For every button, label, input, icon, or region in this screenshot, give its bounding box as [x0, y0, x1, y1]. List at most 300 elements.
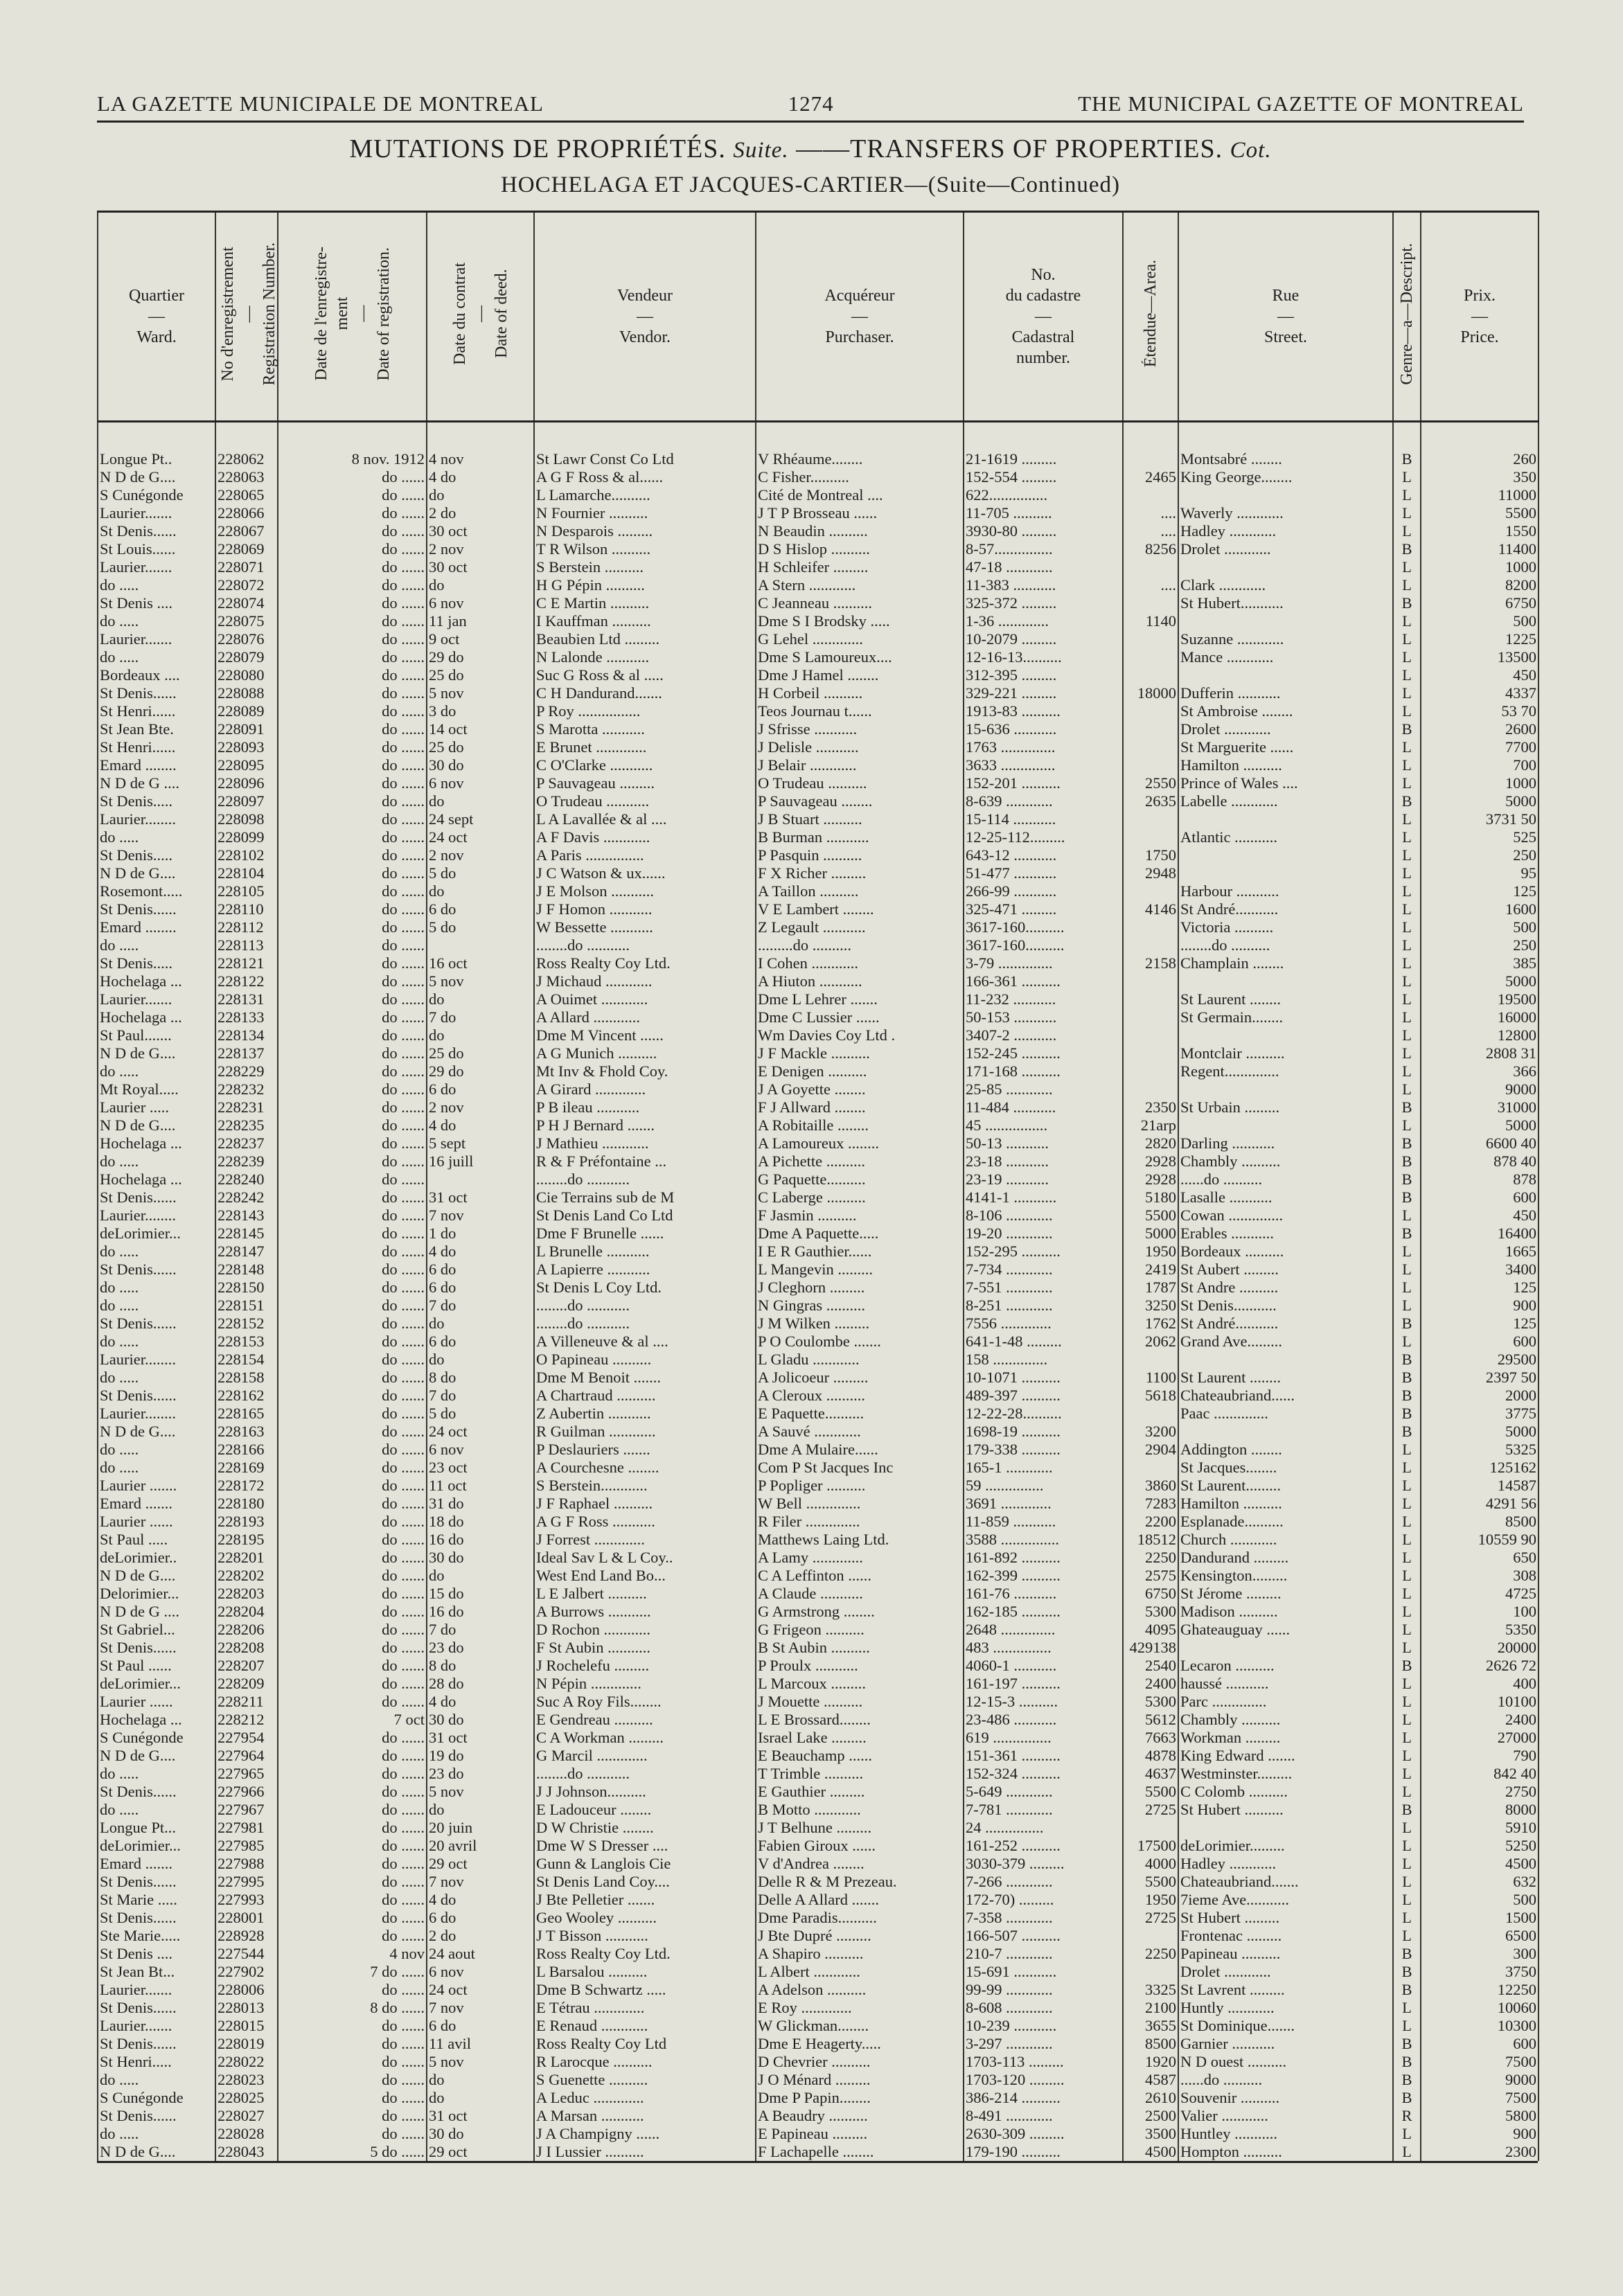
cell-cadastral: 12-25-112......... — [964, 828, 1123, 846]
cell-deed-date: 6 do — [427, 1333, 534, 1351]
cell-registration-date: do ...... — [278, 2017, 427, 2035]
cell-street: Hadley ............ — [1178, 1855, 1393, 1873]
cell-price: 5000 — [1421, 1423, 1538, 1441]
cell-purchaser: A Adelson .......... — [756, 1981, 964, 1999]
cell-street — [1178, 1423, 1393, 1441]
cell-price: 842 40 — [1421, 1765, 1538, 1783]
cell-price: 125162 — [1421, 1459, 1538, 1477]
cell-ward: S Cunégonde — [98, 486, 215, 504]
cell-registration-date: do ...... — [278, 846, 427, 864]
cell-area — [1123, 486, 1178, 504]
cell-description: L — [1393, 1459, 1421, 1477]
cell-area — [1123, 1405, 1178, 1423]
cell-street: Workman ......... — [1178, 1729, 1393, 1747]
cell-vendor: J J Johnson.......... — [534, 1783, 756, 1801]
cell-price: 400 — [1421, 1675, 1538, 1693]
cell-registration-date: do ...... — [278, 1207, 427, 1225]
cell-deed-date: 24 aout — [427, 1945, 534, 1963]
table-row — [98, 504, 1538, 522]
cell-street: St Lavrent ......... — [1178, 1981, 1393, 1999]
cell-purchaser: I Cohen ............ — [756, 954, 964, 972]
col-vendor: Vendeur — Vendor. — [534, 212, 756, 422]
cell-price: 1550 — [1421, 522, 1538, 540]
cell-registration-number: 228075 — [215, 612, 278, 630]
cell-street — [1178, 558, 1393, 576]
cell-description: B — [1393, 2053, 1421, 2071]
cell-area — [1123, 1351, 1178, 1369]
table-row — [98, 954, 1538, 972]
cell-area: 2400 — [1123, 1675, 1178, 1693]
cell-price: 878 40 — [1421, 1153, 1538, 1171]
cell-cadastral: 3617-160.......... — [964, 936, 1123, 954]
cell-description: B — [1393, 540, 1421, 558]
cell-registration-number: 228202 — [215, 1567, 278, 1585]
cell-deed-date: 16 do — [427, 1531, 534, 1549]
cell-street — [1178, 846, 1393, 864]
cell-street: Victoria .......... — [1178, 918, 1393, 936]
cell-registration-date: do ...... — [278, 630, 427, 648]
cell-price: 4500 — [1421, 1855, 1538, 1873]
cell-cadastral: 7-358 ............ — [964, 1909, 1123, 1927]
cell-area: 2062 — [1123, 1333, 1178, 1351]
cell-area: 4095 — [1123, 1621, 1178, 1639]
cell-vendor: F St Aubin ........... — [534, 1639, 756, 1657]
table-row — [98, 1729, 1538, 1747]
cell-street: ......do .......... — [1178, 1171, 1393, 1189]
cell-vendor: S Guenette .......... — [534, 2071, 756, 2089]
cell-deed-date: 20 juin — [427, 1819, 534, 1837]
cell-purchaser: J F Mackle .......... — [756, 1044, 964, 1062]
cell-ward: do ..... — [98, 1459, 215, 1477]
cell-area: 1787 — [1123, 1279, 1178, 1297]
cell-vendor: Geo Wooley .......... — [534, 1909, 756, 1927]
cell-street — [1178, 486, 1393, 504]
cell-purchaser: F Lachapelle ........ — [756, 2143, 964, 2161]
cell-price: 27000 — [1421, 1729, 1538, 1747]
header-right: THE MUNICIPAL GAZETTE OF MONTREAL — [1078, 91, 1524, 116]
cell-ward: St Paul ..... — [98, 1531, 215, 1549]
cell-registration-number: 227902 — [215, 1963, 278, 1981]
cell-registration-date: do ...... — [278, 918, 427, 936]
cell-deed-date: 5 nov — [427, 972, 534, 990]
cell-registration-date: do ...... — [278, 810, 427, 828]
cell-description: B — [1393, 1657, 1421, 1675]
col-registration-date: Date de l'enregistre- ment — Date of registration. — [278, 212, 427, 422]
cell-description: L — [1393, 1909, 1421, 1927]
cell-street: Kensington......... — [1178, 1567, 1393, 1585]
cell-purchaser: P Sauvageau ........ — [756, 792, 964, 810]
cell-registration-date: 8 nov. 1912 — [278, 422, 427, 469]
cell-street — [1178, 972, 1393, 990]
cell-vendor: L Lamarche.......... — [534, 486, 756, 504]
cell-purchaser: N Beaudin .......... — [756, 522, 964, 540]
cell-street: C Colomb .......... — [1178, 1783, 1393, 1801]
cell-street: St Germain........ — [1178, 1008, 1393, 1026]
cell-cadastral: 19-20 ............ — [964, 1225, 1123, 1243]
cell-area — [1123, 648, 1178, 666]
cell-price: 8000 — [1421, 1801, 1538, 1819]
cell-description: B — [1393, 1387, 1421, 1405]
cell-description: L — [1393, 918, 1421, 936]
cell-cadastral: 1-36 ............. — [964, 612, 1123, 630]
cell-cadastral: 8-639 ............ — [964, 792, 1123, 810]
cell-ward: deLorimier.. — [98, 1549, 215, 1567]
cell-deed-date: do — [427, 486, 534, 504]
cell-purchaser: B Motto ............ — [756, 1801, 964, 1819]
cell-area: 2928 — [1123, 1171, 1178, 1189]
cell-deed-date: 16 juill — [427, 1153, 534, 1171]
col-price: Prix. — Price. — [1421, 212, 1538, 422]
cell-area: 5612 — [1123, 1711, 1178, 1729]
cell-cadastral: 152-554 ......... — [964, 468, 1123, 486]
table-row — [98, 1080, 1538, 1098]
table-row — [98, 2107, 1538, 2125]
cell-ward: St Denis .... — [98, 1945, 215, 1963]
cell-registration-number: 228025 — [215, 2089, 278, 2107]
cell-street: Ghateauguay ...... — [1178, 1621, 1393, 1639]
transfers-table — [97, 211, 1539, 2161]
cell-street: Garnier ........... — [1178, 2035, 1393, 2053]
cell-registration-date: do ...... — [278, 2035, 427, 2053]
cell-registration-date: do ...... — [278, 1171, 427, 1189]
cell-ward: N D de G.... — [98, 1423, 215, 1441]
cell-description: L — [1393, 1044, 1421, 1062]
col-deed-date: Date du contrat — Date of deed. — [427, 212, 534, 422]
cell-vendor: J Rochelefu ......... — [534, 1657, 756, 1675]
cell-registration-date: do ...... — [278, 468, 427, 486]
cell-registration-number: 228069 — [215, 540, 278, 558]
cell-area: 5500 — [1123, 1873, 1178, 1891]
cell-registration-number: 228022 — [215, 2053, 278, 2071]
cell-deed-date: 29 oct — [427, 2143, 534, 2161]
cell-registration-number: 228180 — [215, 1495, 278, 1513]
col-description: Genre—a—Descript. — [1393, 212, 1421, 422]
cell-street: Clark ............ — [1178, 576, 1393, 594]
cell-ward: St Denis...... — [98, 1639, 215, 1657]
cell-street: St Urbain ......... — [1178, 1098, 1393, 1116]
cell-purchaser: J Mouette .......... — [756, 1693, 964, 1711]
cell-price: 450 — [1421, 666, 1538, 684]
cell-area — [1123, 630, 1178, 648]
cell-description: B — [1393, 1801, 1421, 1819]
cell-cadastral: 10-2079 ......... — [964, 630, 1123, 648]
cell-street: Chateaubriand....... — [1178, 1873, 1393, 1891]
cell-registration-number: 228928 — [215, 1927, 278, 1945]
cell-ward: do ..... — [98, 1801, 215, 1819]
cell-registration-number: 228203 — [215, 1585, 278, 1603]
cell-area: 2550 — [1123, 774, 1178, 792]
table-row — [98, 1531, 1538, 1549]
cell-deed-date: 6 nov — [427, 774, 534, 792]
table-row — [98, 684, 1538, 702]
cell-registration-number: 228102 — [215, 846, 278, 864]
table-row — [98, 1369, 1538, 1387]
table-row — [98, 1891, 1538, 1909]
cell-ward: Mt Royal..... — [98, 1080, 215, 1098]
table-row — [98, 1981, 1538, 1999]
cell-registration-date: do ...... — [278, 864, 427, 882]
cell-vendor: P B ileau ........... — [534, 1098, 756, 1116]
table-row — [98, 1693, 1538, 1711]
cell-registration-number: 228028 — [215, 2125, 278, 2143]
cell-purchaser: Dme L Lehrer ....... — [756, 990, 964, 1008]
cell-purchaser: V Rhéaume........ — [756, 422, 964, 469]
cell-registration-date: do ...... — [278, 756, 427, 774]
cell-price: 16000 — [1421, 1008, 1538, 1026]
cell-description: B — [1393, 1189, 1421, 1207]
cell-purchaser: I E R Gauthier...... — [756, 1243, 964, 1261]
cell-registration-number: 228150 — [215, 1279, 278, 1297]
cell-area: 1100 — [1123, 1369, 1178, 1387]
cell-registration-number: 227981 — [215, 1819, 278, 1837]
cell-street: Addington ........ — [1178, 1441, 1393, 1459]
table-row — [98, 630, 1538, 648]
cell-cadastral: 161-892 .......... — [964, 1549, 1123, 1567]
cell-description: L — [1393, 1603, 1421, 1621]
cell-cadastral: 15-691 ........... — [964, 1963, 1123, 1981]
cell-registration-date: do ...... — [278, 2125, 427, 2143]
cell-area — [1123, 594, 1178, 612]
cell-area: 2158 — [1123, 954, 1178, 972]
cell-registration-number: 228062 — [215, 422, 278, 469]
cell-cadastral: 7556 ............. — [964, 1315, 1123, 1333]
cell-description: L — [1393, 1747, 1421, 1765]
cell-cadastral: 166-361 .......... — [964, 972, 1123, 990]
cell-purchaser: Delle A Allard ....... — [756, 1891, 964, 1909]
cell-cadastral: 8-57............... — [964, 540, 1123, 558]
cell-price: 308 — [1421, 1567, 1538, 1585]
cell-registration-number: 228195 — [215, 1531, 278, 1549]
cell-cadastral: 161-252 .......... — [964, 1837, 1123, 1855]
cell-price: 125 — [1421, 1315, 1538, 1333]
cell-purchaser: A Beaudry .......... — [756, 2107, 964, 2125]
cell-ward: Rosemont..... — [98, 882, 215, 900]
table-row — [98, 720, 1538, 738]
table-row — [98, 2035, 1538, 2053]
table-row — [98, 1639, 1538, 1657]
cell-description: L — [1393, 990, 1421, 1008]
cell-ward: do ..... — [98, 1441, 215, 1459]
cell-registration-number: 228015 — [215, 2017, 278, 2035]
cell-purchaser: A Sauvé ............ — [756, 1423, 964, 1441]
cell-purchaser: W Glickman........ — [756, 2017, 964, 2035]
cell-street: Papineau .......... — [1178, 1945, 1393, 1963]
cell-registration-date: do ...... — [278, 720, 427, 738]
cell-area: 1950 — [1123, 1891, 1178, 1909]
cell-deed-date: 5 do — [427, 864, 534, 882]
cell-cadastral: 619 ............... — [964, 1729, 1123, 1747]
cell-description: L — [1393, 1243, 1421, 1261]
cell-registration-date: do ...... — [278, 1189, 427, 1207]
cell-street: Lasalle ........... — [1178, 1189, 1393, 1207]
cell-registration-date: do ...... — [278, 1405, 427, 1423]
cell-area — [1123, 702, 1178, 720]
cell-purchaser: V E Lambert ........ — [756, 900, 964, 918]
cell-registration-date: do ...... — [278, 1080, 427, 1098]
cell-ward: do ..... — [98, 1062, 215, 1080]
cell-ward: Hochelaga ... — [98, 1008, 215, 1026]
cell-area: 2820 — [1123, 1134, 1178, 1153]
cell-vendor: J F Raphael .......... — [534, 1495, 756, 1513]
cell-ward: St Gabriel... — [98, 1621, 215, 1639]
cell-registration-date: do ...... — [278, 666, 427, 684]
page-number: 1274 — [788, 91, 834, 116]
table-row — [98, 1711, 1538, 1729]
cell-price: 250 — [1421, 936, 1538, 954]
cell-vendor: ........do ........... — [534, 936, 756, 954]
cell-ward: Laurier ....... — [98, 1477, 215, 1495]
cell-price: 878 — [1421, 1171, 1538, 1189]
cell-purchaser: A Claude ........... — [756, 1585, 964, 1603]
cell-registration-number: 227988 — [215, 1855, 278, 1873]
cell-registration-date: do ...... — [278, 1639, 427, 1657]
cell-vendor: P Deslauriers ....... — [534, 1441, 756, 1459]
cell-ward: deLorimier... — [98, 1675, 215, 1693]
cell-price: 350 — [1421, 468, 1538, 486]
cell-registration-date: do ...... — [278, 1387, 427, 1405]
cell-registration-number: 228027 — [215, 2107, 278, 2125]
cell-vendor: D Rochon ............ — [534, 1621, 756, 1639]
cell-description: L — [1393, 1513, 1421, 1531]
cell-registration-number: 228074 — [215, 594, 278, 612]
cell-purchaser: L Gladu ............ — [756, 1351, 964, 1369]
running-header — [97, 83, 1524, 116]
cell-ward: St Louis...... — [98, 540, 215, 558]
cell-cadastral: 312-395 ......... — [964, 666, 1123, 684]
table-row — [98, 1783, 1538, 1801]
cell-vendor: A Ouimet ............ — [534, 990, 756, 1008]
table-row — [98, 846, 1538, 864]
cell-ward: St Jean Bt... — [98, 1963, 215, 1981]
cell-ward: do ..... — [98, 1279, 215, 1297]
cell-vendor: A Villeneuve & al .... — [534, 1333, 756, 1351]
cell-vendor: J Mathieu ............ — [534, 1134, 756, 1153]
cell-ward: St Denis...... — [98, 1783, 215, 1801]
cell-deed-date: 11 avil — [427, 2035, 534, 2053]
cell-price: 95 — [1421, 864, 1538, 882]
table-row — [98, 1855, 1538, 1873]
cell-deed-date: do — [427, 2089, 534, 2107]
cell-ward: St Denis...... — [98, 1315, 215, 1333]
cell-description: L — [1393, 1008, 1421, 1026]
cell-description: B — [1393, 1369, 1421, 1387]
cell-area — [1123, 810, 1178, 828]
cell-description: L — [1393, 486, 1421, 504]
cell-deed-date: 25 do — [427, 1044, 534, 1062]
cell-area: 5500 — [1123, 1783, 1178, 1801]
cell-registration-number: 228122 — [215, 972, 278, 990]
section-subtitle: HOCHELAGA ET JACQUES-CARTIER—(Suite—Continued) — [500, 172, 1121, 197]
cell-ward: do ..... — [98, 1333, 215, 1351]
cell-street: St Jérome ......... — [1178, 1585, 1393, 1603]
cell-registration-date: do ...... — [278, 1423, 427, 1441]
cell-street — [1178, 666, 1393, 684]
cell-registration-number: 228165 — [215, 1405, 278, 1423]
cell-street: St Hubert........... — [1178, 594, 1393, 612]
cell-purchaser: Dme A Mulaire...... — [756, 1441, 964, 1459]
cell-deed-date: do — [427, 1801, 534, 1819]
cell-cadastral: 3617-160.......... — [964, 918, 1123, 936]
cell-description: L — [1393, 1873, 1421, 1891]
cell-vendor: J T Bisson ........... — [534, 1927, 756, 1945]
cell-cadastral: 11-705 .......... — [964, 504, 1123, 522]
cell-registration-date: do ...... — [278, 1873, 427, 1891]
cell-deed-date: 7 nov — [427, 1207, 534, 1225]
cell-purchaser: P Pasquin .......... — [756, 846, 964, 864]
table-row — [98, 1297, 1538, 1315]
cell-street: Hamilton .......... — [1178, 1495, 1393, 1513]
cell-price: 300 — [1421, 1945, 1538, 1963]
cell-price: 3750 — [1421, 1963, 1538, 1981]
cell-cadastral: 3-297 ............ — [964, 2035, 1123, 2053]
table-row — [98, 1261, 1538, 1279]
table-row — [98, 1621, 1538, 1639]
cell-vendor: Dme M Vincent ...... — [534, 1026, 756, 1044]
cell-registration-number: 228152 — [215, 1315, 278, 1333]
cell-vendor: Suc A Roy Fils........ — [534, 1693, 756, 1711]
cell-street: St Marguerite ...... — [1178, 738, 1393, 756]
table-row — [98, 1819, 1538, 1837]
cell-cadastral: 152-324 .......... — [964, 1765, 1123, 1783]
cell-registration-date: 4 nov — [278, 1945, 427, 1963]
cell-registration-number: 228121 — [215, 954, 278, 972]
cell-cadastral: 1703-120 ......... — [964, 2071, 1123, 2089]
cell-cadastral: 1763 .............. — [964, 738, 1123, 756]
cell-ward: Emard ........ — [98, 756, 215, 774]
cell-street — [1178, 1351, 1393, 1369]
table-row — [98, 936, 1538, 954]
cell-purchaser: B St Aubin .......... — [756, 1639, 964, 1657]
cell-registration-number: 228098 — [215, 810, 278, 828]
cell-street — [1178, 612, 1393, 630]
cell-street: Souvenir .......... — [1178, 2089, 1393, 2107]
cell-price: 1600 — [1421, 900, 1538, 918]
table-row — [98, 1207, 1538, 1225]
cell-price: 1665 — [1421, 1243, 1538, 1261]
cell-registration-number: 228105 — [215, 882, 278, 900]
cell-vendor: A Courchesne ........ — [534, 1459, 756, 1477]
cell-purchaser: O Trudeau .......... — [756, 774, 964, 792]
cell-cadastral: 51-477 ........... — [964, 864, 1123, 882]
cell-price: 1225 — [1421, 630, 1538, 648]
cell-registration-number: 228169 — [215, 1459, 278, 1477]
table-row — [98, 1495, 1538, 1513]
cell-deed-date: 7 do — [427, 1387, 534, 1405]
cell-deed-date: 2 nov — [427, 1098, 534, 1116]
table-row — [98, 2089, 1538, 2107]
cell-vendor: S Berstein............ — [534, 1477, 756, 1495]
cell-description: L — [1393, 1297, 1421, 1315]
cell-ward: do ..... — [98, 612, 215, 630]
cell-area: 2575 — [1123, 1567, 1178, 1585]
cell-deed-date: 6 nov — [427, 594, 534, 612]
cell-registration-date: do ...... — [278, 1567, 427, 1585]
cell-area: 2610 — [1123, 2089, 1178, 2107]
cell-area — [1123, 1459, 1178, 1477]
cell-purchaser: B Burman ........... — [756, 828, 964, 846]
cell-deed-date: 16 do — [427, 1603, 534, 1621]
table-row — [98, 558, 1538, 576]
cell-registration-number: 228237 — [215, 1134, 278, 1153]
cell-vendor: A Burrows ........... — [534, 1603, 756, 1621]
cell-area: 3200 — [1123, 1423, 1178, 1441]
cell-area: 5300 — [1123, 1603, 1178, 1621]
cell-registration-number: 227985 — [215, 1837, 278, 1855]
cell-cadastral: 47-18 ............ — [964, 558, 1123, 576]
cell-description: B — [1393, 2035, 1421, 2053]
table-row — [98, 1351, 1538, 1369]
cell-cadastral: 15-636 ........... — [964, 720, 1123, 738]
